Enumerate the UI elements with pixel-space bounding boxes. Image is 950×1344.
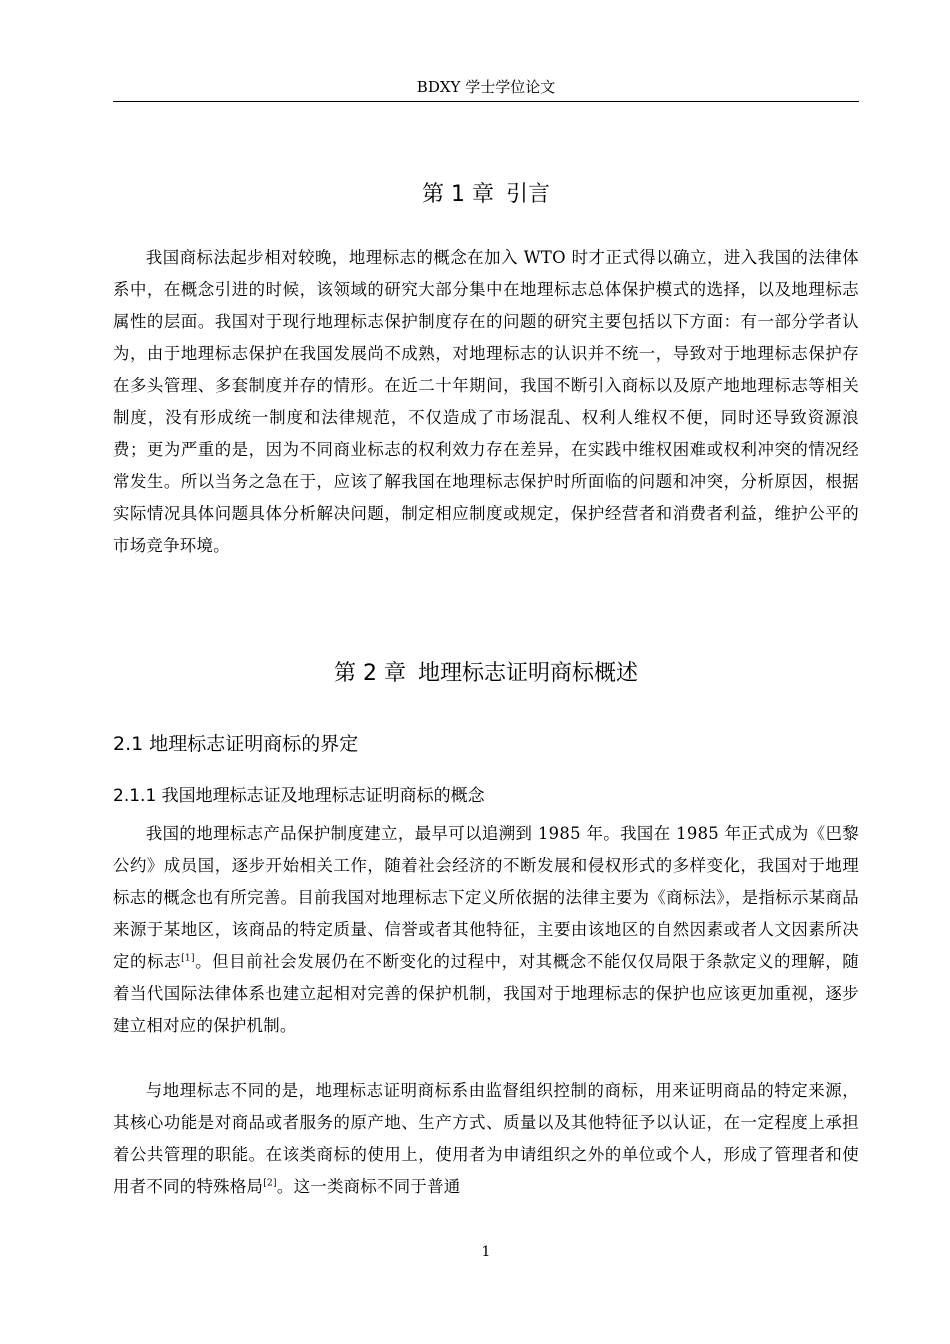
paragraph-2-text-a: 与地理标志不同的是，地理标志证明商标系由监督组织控制的商标，用来证明商品的特定来源，其核心功能是对商品或者服务的原产地、生产方式、质量以及其他特征予以认证，在一定程度上承担着公共管理的职能。在该类商标的使用上，使用者为申请组织之外的单位或个人，形成了管理者和使用者不同的特殊格局	[113, 1081, 859, 1196]
section-2-1-1-title: 2.1.1 我国地理标志证及地理标志证明商标的概念	[113, 786, 485, 806]
section-2-1-title: 2.1 地理标志证明商标的界定	[113, 733, 359, 755]
paragraph-2-text-b: 。这一类商标不同于普通	[276, 1177, 461, 1196]
section-2-1-1-paragraph-2	[113, 1075, 859, 1203]
chapter-1-heading: 引言	[505, 182, 550, 207]
citation-1[interactable]: [1]	[181, 953, 195, 964]
chapter-1-paragraph: 我国商标法起步相对较晚，地理标志的概念在加入 WTO 时才正式得以确立，进入我国的法律体系中，在概念引进的时候，该领域的研究大部分集中在地理标志总体保护模式的选择，以及地理标志属性的层面。我国对于现行地理标志保护制度存在的问题的研究主要包括以下方面：有一部分学者认为，由于地理标志保护在我国发展尚不成熟，对地理标志的认识并不统一，导致对于地理标志保护存在多头管理、多套制度并存的情形。在近二十年期间，我国不断引入商标以及原产地地理标志等相关制度，没有形成统一制度和法律规范，不仅造成了市场混乱、权利人维权不便，同时还导致资源浪费；更为严重的是，因为不同商业标志的权利效力存在差异，在实践中维权困难或权利冲突的情况经常发生。所以当务之急在于，应该了解我国在地理标志保护时所面临的问题和冲突，分析原因，根据实际情况具体问题具体分析解决问题，制定相应制度或规定，保护经营者和消费者利益，维护公平的市场竞争环境。	[113, 248, 859, 555]
chapter-1-title	[113, 180, 859, 210]
chapter-1-number: 第 1 章	[422, 182, 494, 207]
paragraph-1-text-a: 我国的地理标志产品保护制度建立，最早可以追溯到 1985 年。我国在 1985 年正式成为《巴黎公约》成员国，逐步开始相关工作，随着社会经济的不断发展和侵权形式的多样变化，我国对于地理标志的概念也有所完善。目前我国对地理标志下定义所依据的法律主要为《商标法》，是指标示某商品来源于某地区，该商品的特定质量、信誉或者其他特征，主要由该地区的自然因素或者人文因素所决定的标志	[113, 824, 859, 971]
running-header: BDXY 学士学位论文	[416, 78, 556, 96]
page-number: 1	[481, 1244, 491, 1260]
chapter-2-title	[113, 659, 859, 689]
chapter-2-number: 第 2 章	[334, 661, 406, 686]
paragraph-1-text-b: 。但目前社会发展仍在不断变化的过程中，对其概念不能仅仅局限于条款定义的理解，随着当代国际法律体系也建立起相对完善的保护机制，我国对于地理标志的保护也应该更加重视，逐步建立相对应的保护机制。	[113, 952, 859, 1035]
citation-2[interactable]: [2]	[263, 1178, 277, 1189]
chapter-2-heading: 地理标志证明商标概述	[417, 661, 638, 686]
header-rule	[113, 101, 859, 102]
section-2-1-1-paragraph-1	[113, 818, 859, 1042]
